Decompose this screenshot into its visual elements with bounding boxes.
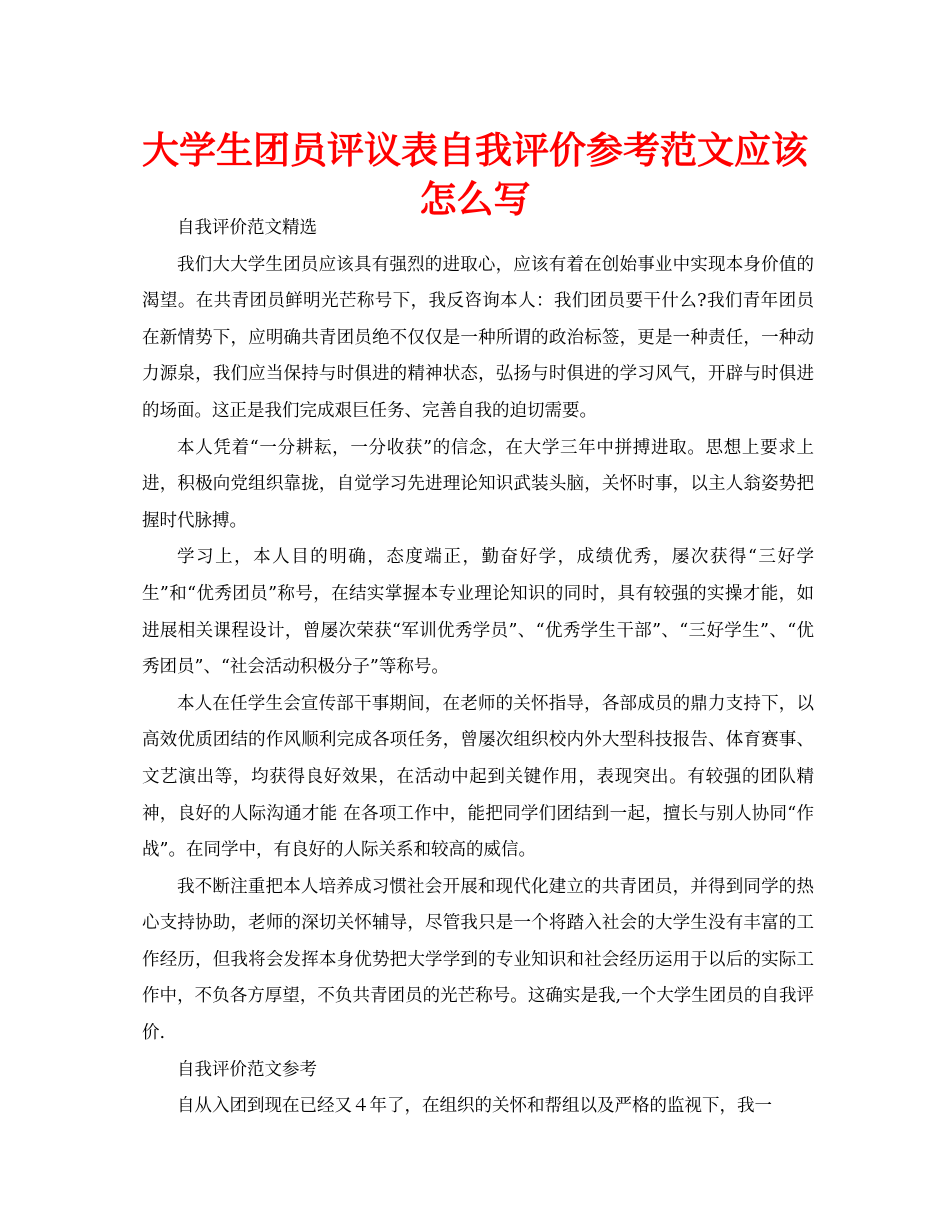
- paragraph: 本人凭着“一分耕耘，一分收获”的信念，在大学三年中拼搏进取。思想上要求上进，积极向党组织靠拢，自觉学习先进理论知识武装头脑，关怀时事，以主人翁姿势把握时代脉搏。: [142, 437, 814, 531]
- paragraph: 学习上，本人目的明确，态度端正，勤奋好学，成绩优秀，屡次获得“三好学生”和“优秀团员”称号，在结实掌握本专业理论知识的同时，具有较强的实操才能，如进展相关课程设计，曾屡次荣获“军训优秀学员”、“优秀学生干部”、“三好学生”、“优秀团员”、“社会活动积极分子”等称号。: [142, 547, 814, 678]
- paragraph: 本人在任学生会宣传部干事期间，在老师的关怀指导，各部成员的鼎力支持下，以高效优质团结的作风顺利完成各项任务，曾屡次组织校内外大型科技报告、体育赛事、文艺演出等，均获得良好效果，在活动中起到关键作用，表现突出。有较强的团队精神，良好的人际沟通才能 在各项工作中，能把同学们团结到一起，擅长与别人协同“作战”。在同学中，有良好的人际关系和较高的威信。: [142, 693, 814, 861]
- title-line-1: 大学生团员评议表自我评价参考范文应该: [142, 129, 808, 172]
- document-body: [142, 210, 814, 1125]
- paragraph: 我不断注重把本人培养成习惯社会开展和现代化建立的共青团员，并得到同学的热心支持协助，老师的深切关怀辅导，尽管我只是一个将踏入社会的大学生没有丰富的工作经历，但我将会发挥本身优势把大学学到的专业知识和社会经历运用于以后的实际工作中，不负各方厚望，不负共青团员的光芒称号。这确实是我,一个大学生团员的自我评价.: [142, 876, 814, 1044]
- paragraph: 我们大大学生团员应该具有强烈的进取心，应该有着在创始事业中实现本身价值的渴望。在共青团员鲜明光芒称号下，我反咨询本人：我们团员要干什么?我们青年团员在新情势下，应明确共青团员绝不仅仅是一种所谓的政治标签，更是一种责任，一种动力源泉，我们应当保持与时俱进的精神状态，弘扬与时俱进的学习风气，开辟与时俱进的场面。这正是我们完成艰巨任务、完善自我的迫切需要。: [142, 254, 814, 421]
- section-heading: 自我评价范文精选: [177, 218, 317, 238]
- paragraph: 自从入团到现在已经又４年了，在组织的关怀和帮组以及严格的监视下，我一: [177, 1096, 772, 1117]
- title-line-2: 怎么写: [419, 178, 531, 221]
- section-heading: 自我评价范文参考: [177, 1059, 317, 1080]
